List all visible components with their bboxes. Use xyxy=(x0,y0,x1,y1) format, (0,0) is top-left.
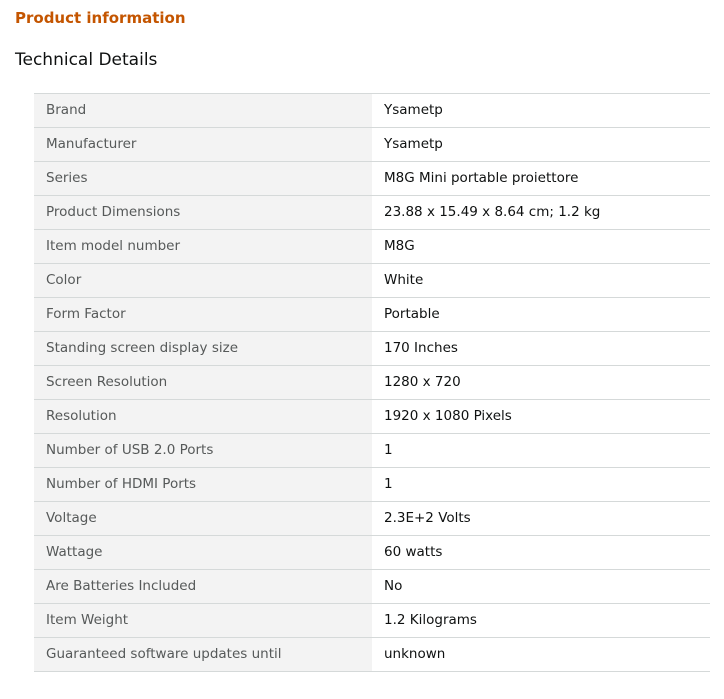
row-label: Resolution xyxy=(34,400,372,434)
row-label: Voltage xyxy=(34,502,372,536)
table-row xyxy=(34,298,710,332)
row-value: unknown xyxy=(372,638,710,672)
table-row xyxy=(34,230,710,264)
row-label: Form Factor xyxy=(34,298,372,332)
technical-details-table xyxy=(34,93,710,672)
table-row xyxy=(34,570,710,604)
row-value: 1 xyxy=(372,468,710,502)
table-row xyxy=(34,434,710,468)
table-row xyxy=(34,604,710,638)
row-label: Number of HDMI Ports xyxy=(34,468,372,502)
row-value: M8G xyxy=(372,230,710,264)
row-label: Color xyxy=(34,264,372,298)
row-value: M8G Mini portable proiettore xyxy=(372,162,710,196)
technical-details-body xyxy=(34,94,710,672)
row-label: Wattage xyxy=(34,536,372,570)
table-row xyxy=(34,162,710,196)
row-label: Screen Resolution xyxy=(34,366,372,400)
row-value: White xyxy=(372,264,710,298)
row-label: Guaranteed software updates until xyxy=(34,638,372,672)
row-label: Brand xyxy=(34,94,372,128)
row-value: 170 Inches xyxy=(372,332,710,366)
row-value: 23.88 x 15.49 x 8.64 cm; 1.2 kg xyxy=(372,196,710,230)
row-value: 60 watts xyxy=(372,536,710,570)
row-value: 1280 x 720 xyxy=(372,366,710,400)
technical-details-title: Technical Details xyxy=(15,50,158,70)
table-row xyxy=(34,332,710,366)
row-label: Are Batteries Included xyxy=(34,570,372,604)
row-value: 1920 x 1080 Pixels xyxy=(372,400,710,434)
row-label: Item model number xyxy=(34,230,372,264)
row-value: Ysametp xyxy=(372,94,710,128)
row-label: Product Dimensions xyxy=(34,196,372,230)
table-row xyxy=(34,94,710,128)
row-value: 1.2 Kilograms xyxy=(372,604,710,638)
table-row xyxy=(34,638,710,672)
row-value: Ysametp xyxy=(372,128,710,162)
row-label: Number of USB 2.0 Ports xyxy=(34,434,372,468)
row-label: Standing screen display size xyxy=(34,332,372,366)
table-row xyxy=(34,400,710,434)
row-value: 1 xyxy=(372,434,710,468)
section-title: Product information xyxy=(15,9,186,27)
table-row xyxy=(34,502,710,536)
row-label: Manufacturer xyxy=(34,128,372,162)
row-label: Item Weight xyxy=(34,604,372,638)
table-row xyxy=(34,196,710,230)
row-value: No xyxy=(372,570,710,604)
row-value: Portable xyxy=(372,298,710,332)
table-row xyxy=(34,536,710,570)
table-row xyxy=(34,366,710,400)
row-label: Series xyxy=(34,162,372,196)
table-row xyxy=(34,128,710,162)
table-row xyxy=(34,264,710,298)
row-value: 2.3E+2 Volts xyxy=(372,502,710,536)
table-row xyxy=(34,468,710,502)
